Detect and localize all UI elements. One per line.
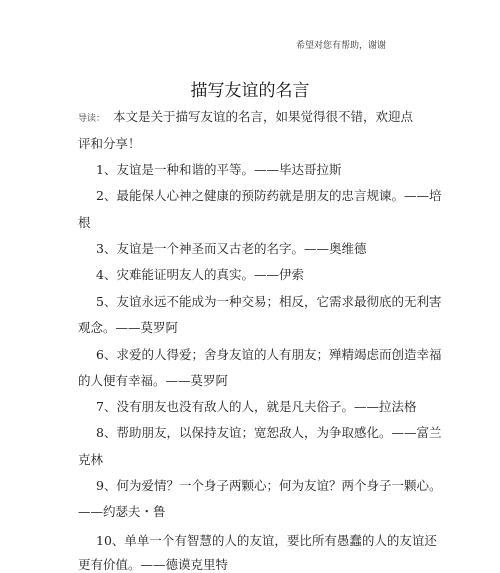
quote-5-line-1: 5、友谊永远不能成为一种交易；相反，它需求最彻底的无利害 — [96, 294, 442, 309]
quote-8-line-2: 克林 — [78, 452, 104, 467]
quote-6-line-1: 6、求爱的人得爱；舍身友谊的人有朋友；殚精竭虑而创造幸福 — [96, 347, 442, 362]
quote-2-line-1: 2、最能保人心神之健康的预防药就是朋友的忠言规谏。——培 — [96, 188, 442, 203]
intro-label: 导读： — [78, 114, 106, 124]
quote-2-line-2: 根 — [78, 215, 91, 230]
header-note: 希望对您有帮助，谢谢 — [296, 41, 387, 51]
quote-8-line-1: 8、帮助朋友，以保持友谊；宽恕敌人，为争取感化。——富兰 — [96, 425, 442, 440]
intro-line-2: 评和分享！ — [78, 136, 141, 151]
quote-3: 3、友谊是一个神圣而又古老的名字。——奥维德 — [96, 241, 367, 256]
quote-5-line-2: 观念。——莫罗阿 — [78, 320, 179, 335]
quote-9-line-1: 9、何为爱情？一个身子两颗心；何为友谊？两个身子一颗心。 — [96, 478, 442, 493]
quote-9-line-2: ——约瑟夫・鲁 — [78, 504, 166, 519]
page-title: 描写友谊的名言 — [190, 81, 310, 101]
intro-line-1 — [78, 107, 413, 125]
quote-7: 7、没有朋友也没有敌人的人，就是凡夫俗子。——拉法格 — [96, 399, 417, 414]
quote-10-line-2: 更有价值。——德谟克里特 — [78, 557, 229, 572]
quote-6-line-2: 的人便有幸福。——莫罗阿 — [78, 373, 229, 388]
intro-text-1: 本文是关于描写友谊的名言，如果觉得很不错，欢迎点 — [113, 109, 414, 124]
quote-4: 4、灾难能证明友人的真实。——伊索 — [96, 267, 304, 282]
quote-10-line-1: 10、单单一个有智慧的人的友谊，要比所有愚蠢的人的友谊还 — [96, 533, 437, 548]
quote-1: 1、友谊是一种和谐的平等。——毕达哥拉斯 — [96, 162, 342, 177]
